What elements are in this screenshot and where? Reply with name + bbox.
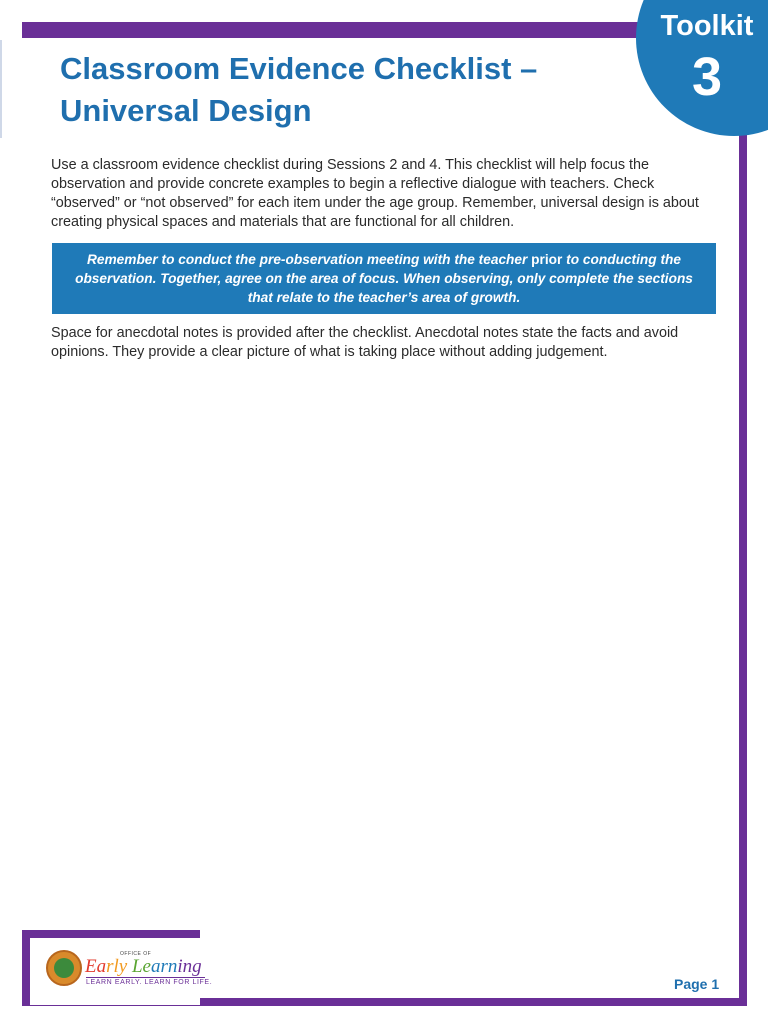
page-title: Classroom Evidence Checklist – Universal Design [60, 51, 538, 128]
logo-name-part: ing [177, 956, 202, 977]
top-border-bar [22, 22, 662, 38]
left-accent-line [0, 40, 2, 138]
logo-name-part: arn [150, 956, 178, 977]
logo-office-text: OFFICE OF [120, 951, 152, 957]
toolkit-number: 3 [691, 47, 723, 107]
logo-name-part: rly [106, 956, 132, 977]
notes-paragraph: Space for anecdotal notes is provided after the checklist. Anecdotal notes state the facts and avoid opinions. They provide a clear picture of what is taking place without adding judgement. [51, 325, 679, 360]
page-number: Page 1 [674, 976, 720, 992]
callout-text-end: to conducting the observation. Together, agree on the area of focus. When observing, only complete the sections that relate to the teacher’s area of growth. [75, 252, 693, 305]
logo-name-part: Ea [85, 956, 107, 977]
logo-name-part: Le [131, 956, 151, 977]
logo-divider [86, 977, 205, 978]
early-learning-logo [85, 956, 202, 978]
callout-box [52, 243, 716, 314]
right-border-bar [739, 120, 747, 1005]
logo-tagline: LEARN EARLY. LEARN FOR LIFE. [86, 979, 213, 986]
florida-seal-icon [46, 950, 82, 986]
intro-paragraph: Use a classroom evidence checklist during Sessions 2 and 4. This checklist will help focus the observation and provide concrete examples to begin a reflective dialogue with teachers. Check “observed” or “not observed” for each item under the age group. Remember, universal design is about creating physical spaces and materials that are functional for all children. [51, 157, 699, 230]
callout-emphasis: prior [531, 252, 563, 267]
seal-center [54, 958, 74, 978]
callout-text-start: Remember to conduct the pre-observation meeting with the teacher [87, 252, 532, 267]
toolkit-label: Toolkit [660, 10, 754, 42]
